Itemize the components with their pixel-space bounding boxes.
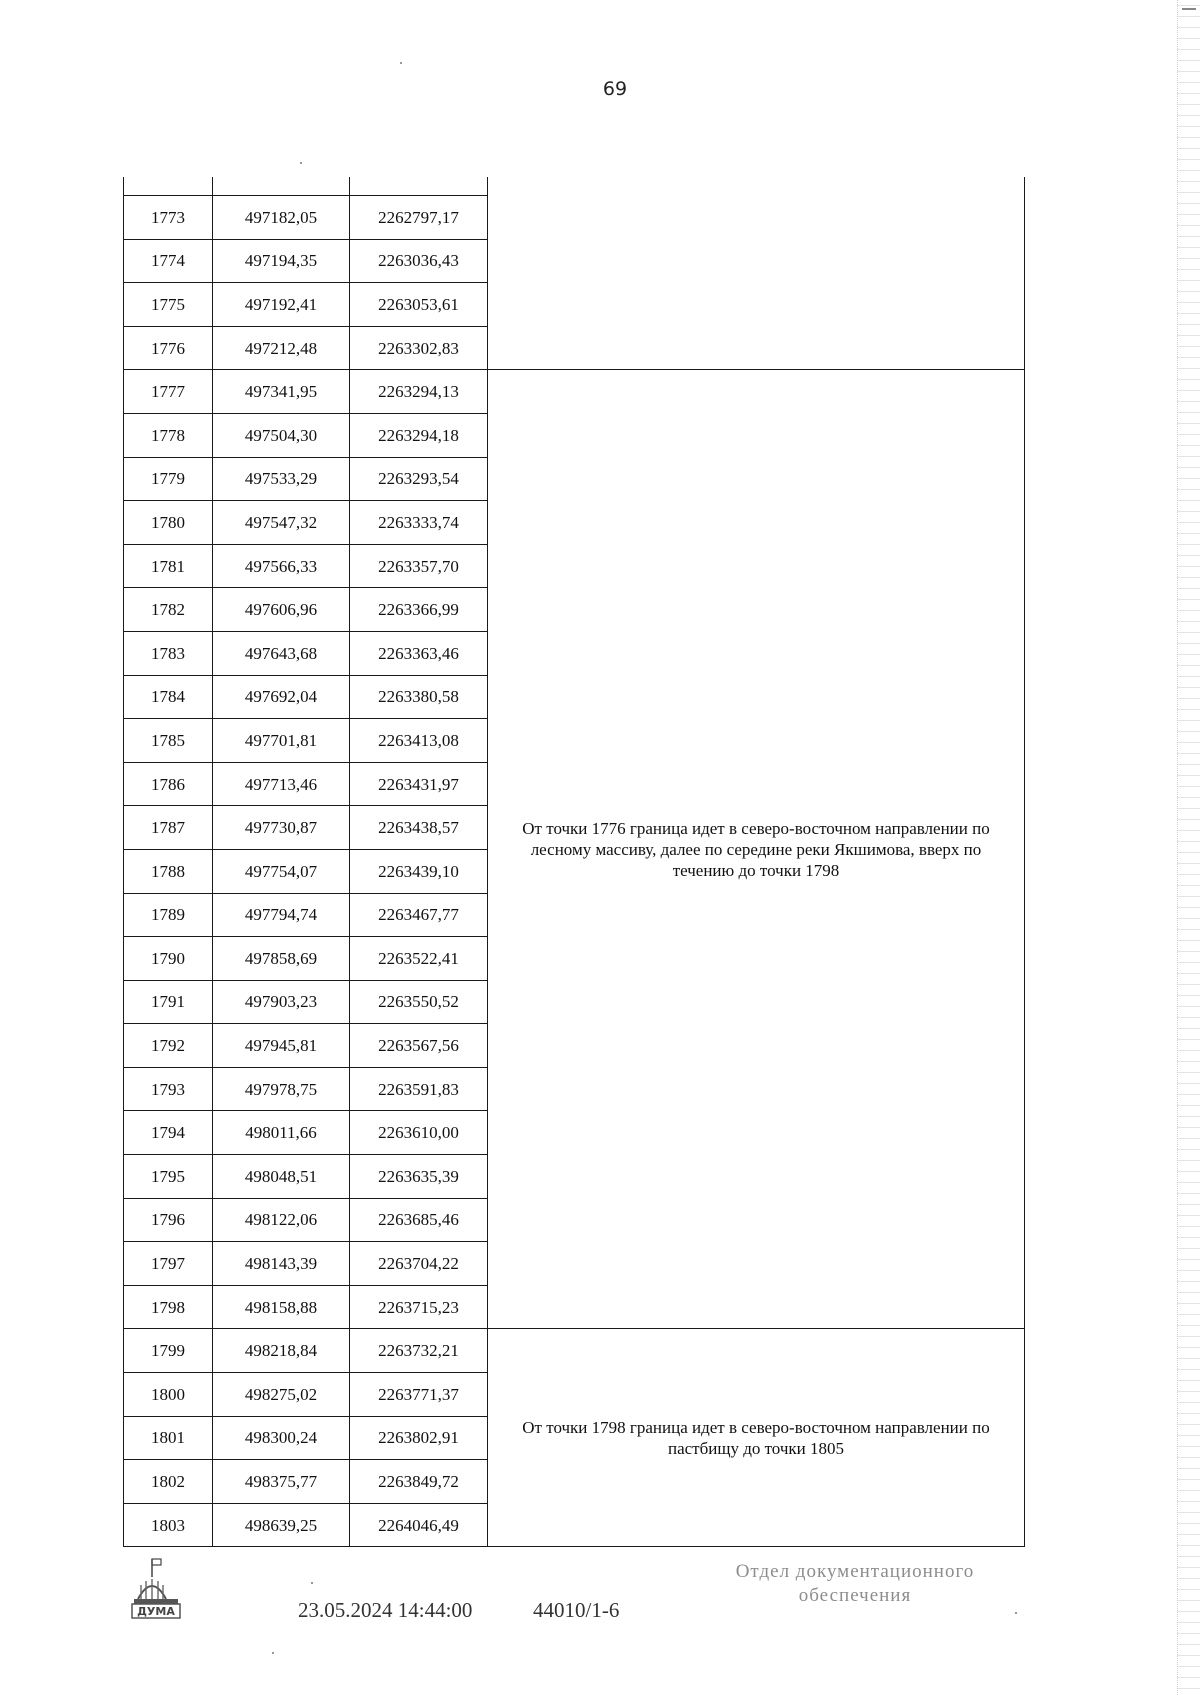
y-coordinate-cell: 2263366,99 (350, 588, 488, 632)
y-coordinate-cell: 2263363,46 (350, 631, 488, 675)
point-number-cell: 1786 (124, 762, 213, 806)
point-number-cell: 1780 (124, 501, 213, 545)
y-coordinate-cell: 2263380,58 (350, 675, 488, 719)
x-coordinate-cell: 497978,75 (213, 1067, 350, 1111)
y-coordinate-cell: 2263036,43 (350, 239, 488, 283)
point-number-cell: 1789 (124, 893, 213, 937)
header-cell (350, 177, 488, 196)
scan-speck (1015, 1612, 1017, 1614)
scan-speck (311, 1582, 313, 1584)
y-coordinate-cell: 2263438,57 (350, 806, 488, 850)
y-coordinate-cell: 2263567,56 (350, 1024, 488, 1068)
footer-datetime: 23.05.2024 14:44:00 (298, 1598, 473, 1622)
point-number-cell: 1790 (124, 937, 213, 981)
coordinates-table (123, 177, 1025, 1547)
x-coordinate-cell: 498122,06 (213, 1198, 350, 1242)
header-cell (488, 177, 1025, 196)
boundary-description-cell: От точки 1776 граница идет в северо-восточном направлении по лесному массиву, далее по середине реки Якшимова, вверх по течению до точки 1798 (488, 370, 1025, 1329)
y-coordinate-cell: 2263294,13 (350, 370, 488, 414)
point-number-cell: 1796 (124, 1198, 213, 1242)
duma-logo (130, 1555, 202, 1623)
point-number-cell: 1773 (124, 196, 213, 240)
point-number-cell: 1787 (124, 806, 213, 850)
point-number-cell: 1776 (124, 326, 213, 370)
y-coordinate-cell: 2263591,83 (350, 1067, 488, 1111)
x-coordinate-cell: 497566,33 (213, 544, 350, 588)
x-coordinate-cell: 497192,41 (213, 283, 350, 327)
y-coordinate-cell: 2263704,22 (350, 1242, 488, 1286)
x-coordinate-cell: 497754,07 (213, 849, 350, 893)
point-number-cell: 1795 (124, 1155, 213, 1199)
y-coordinate-cell: 2263294,18 (350, 413, 488, 457)
y-coordinate-cell: 2263439,10 (350, 849, 488, 893)
y-coordinate-cell: 2263715,23 (350, 1285, 488, 1329)
y-coordinate-cell: 2263302,83 (350, 326, 488, 370)
point-number-cell: 1782 (124, 588, 213, 632)
x-coordinate-cell: 497182,05 (213, 196, 350, 240)
y-coordinate-cell: 2263522,41 (350, 937, 488, 981)
scan-margin-strip (1177, 0, 1200, 1695)
point-number-cell: 1783 (124, 631, 213, 675)
department-stamp (705, 1560, 1005, 1608)
stamp-line-2: обеспечения (798, 1584, 912, 1606)
x-coordinate-cell: 498143,39 (213, 1242, 350, 1286)
point-number-cell: 1794 (124, 1111, 213, 1155)
point-number-cell: 1779 (124, 457, 213, 501)
y-coordinate-cell: 2263610,00 (350, 1111, 488, 1155)
x-coordinate-cell: 497547,32 (213, 501, 350, 545)
table-row (124, 1329, 1025, 1373)
point-number-cell: 1781 (124, 544, 213, 588)
x-coordinate-cell: 497504,30 (213, 413, 350, 457)
table-row (124, 196, 1025, 240)
x-coordinate-cell: 497701,81 (213, 719, 350, 763)
point-number-cell: 1777 (124, 370, 213, 414)
point-number-cell: 1799 (124, 1329, 213, 1373)
point-number-cell: 1792 (124, 1024, 213, 1068)
x-coordinate-cell: 498375,77 (213, 1460, 350, 1504)
duma-logo-text: ДУМА (137, 1605, 175, 1618)
page-number: 69 (602, 78, 628, 100)
scan-speck (300, 162, 302, 164)
x-coordinate-cell: 497341,95 (213, 370, 350, 414)
x-coordinate-cell: 498011,66 (213, 1111, 350, 1155)
y-coordinate-cell: 2263413,08 (350, 719, 488, 763)
x-coordinate-cell: 498218,84 (213, 1329, 350, 1373)
header-cell (213, 177, 350, 196)
y-coordinate-cell: 2262797,17 (350, 196, 488, 240)
point-number-cell: 1797 (124, 1242, 213, 1286)
x-coordinate-cell: 497945,81 (213, 1024, 350, 1068)
x-coordinate-cell: 498639,25 (213, 1503, 350, 1547)
y-coordinate-cell: 2263333,74 (350, 501, 488, 545)
point-number-cell: 1778 (124, 413, 213, 457)
x-coordinate-cell: 497713,46 (213, 762, 350, 806)
point-number-cell: 1785 (124, 719, 213, 763)
x-coordinate-cell: 497858,69 (213, 937, 350, 981)
y-coordinate-cell: 2263771,37 (350, 1373, 488, 1417)
y-coordinate-cell: 2263467,77 (350, 893, 488, 937)
point-number-cell: 1798 (124, 1285, 213, 1329)
x-coordinate-cell: 497643,68 (213, 631, 350, 675)
point-number-cell: 1775 (124, 283, 213, 327)
boundary-description-cell (488, 196, 1025, 370)
y-coordinate-cell: 2263053,61 (350, 283, 488, 327)
y-coordinate-cell: 2263635,39 (350, 1155, 488, 1199)
y-coordinate-cell: 2263685,46 (350, 1198, 488, 1242)
y-coordinate-cell: 2264046,49 (350, 1503, 488, 1547)
scan-speck (272, 1652, 274, 1654)
x-coordinate-cell: 498275,02 (213, 1373, 350, 1417)
y-coordinate-cell: 2263732,21 (350, 1329, 488, 1373)
x-coordinate-cell: 497692,04 (213, 675, 350, 719)
x-coordinate-cell: 498158,88 (213, 1285, 350, 1329)
scan-speck (400, 62, 402, 64)
coordinates-table-wrap (123, 177, 1025, 1547)
header-cell (124, 177, 213, 196)
x-coordinate-cell: 497794,74 (213, 893, 350, 937)
x-coordinate-cell: 497533,29 (213, 457, 350, 501)
stamp-line-1: Отдел документационного (735, 1561, 975, 1582)
footer-document-code: 44010/1-6 (533, 1598, 620, 1622)
point-number-cell: 1793 (124, 1067, 213, 1111)
x-coordinate-cell: 498300,24 (213, 1416, 350, 1460)
x-coordinate-cell: 497903,23 (213, 980, 350, 1024)
y-coordinate-cell: 2263550,52 (350, 980, 488, 1024)
y-coordinate-cell: 2263293,54 (350, 457, 488, 501)
x-coordinate-cell: 498048,51 (213, 1155, 350, 1199)
point-number-cell: 1788 (124, 849, 213, 893)
x-coordinate-cell: 497194,35 (213, 239, 350, 283)
point-number-cell: 1800 (124, 1373, 213, 1417)
boundary-description-cell: От точки 1798 граница идет в северо-восточном направлении по пастбищу до точки 1805 (488, 1329, 1025, 1547)
x-coordinate-cell: 497730,87 (213, 806, 350, 850)
x-coordinate-cell: 497606,96 (213, 588, 350, 632)
y-coordinate-cell: 2263849,72 (350, 1460, 488, 1504)
point-number-cell: 1803 (124, 1503, 213, 1547)
y-coordinate-cell: 2263802,91 (350, 1416, 488, 1460)
point-number-cell: 1802 (124, 1460, 213, 1504)
table-header-row (124, 177, 1025, 196)
y-coordinate-cell: 2263431,97 (350, 762, 488, 806)
point-number-cell: 1774 (124, 239, 213, 283)
table-row (124, 370, 1025, 414)
point-number-cell: 1801 (124, 1416, 213, 1460)
point-number-cell: 1791 (124, 980, 213, 1024)
y-coordinate-cell: 2263357,70 (350, 544, 488, 588)
point-number-cell: 1784 (124, 675, 213, 719)
x-coordinate-cell: 497212,48 (213, 326, 350, 370)
